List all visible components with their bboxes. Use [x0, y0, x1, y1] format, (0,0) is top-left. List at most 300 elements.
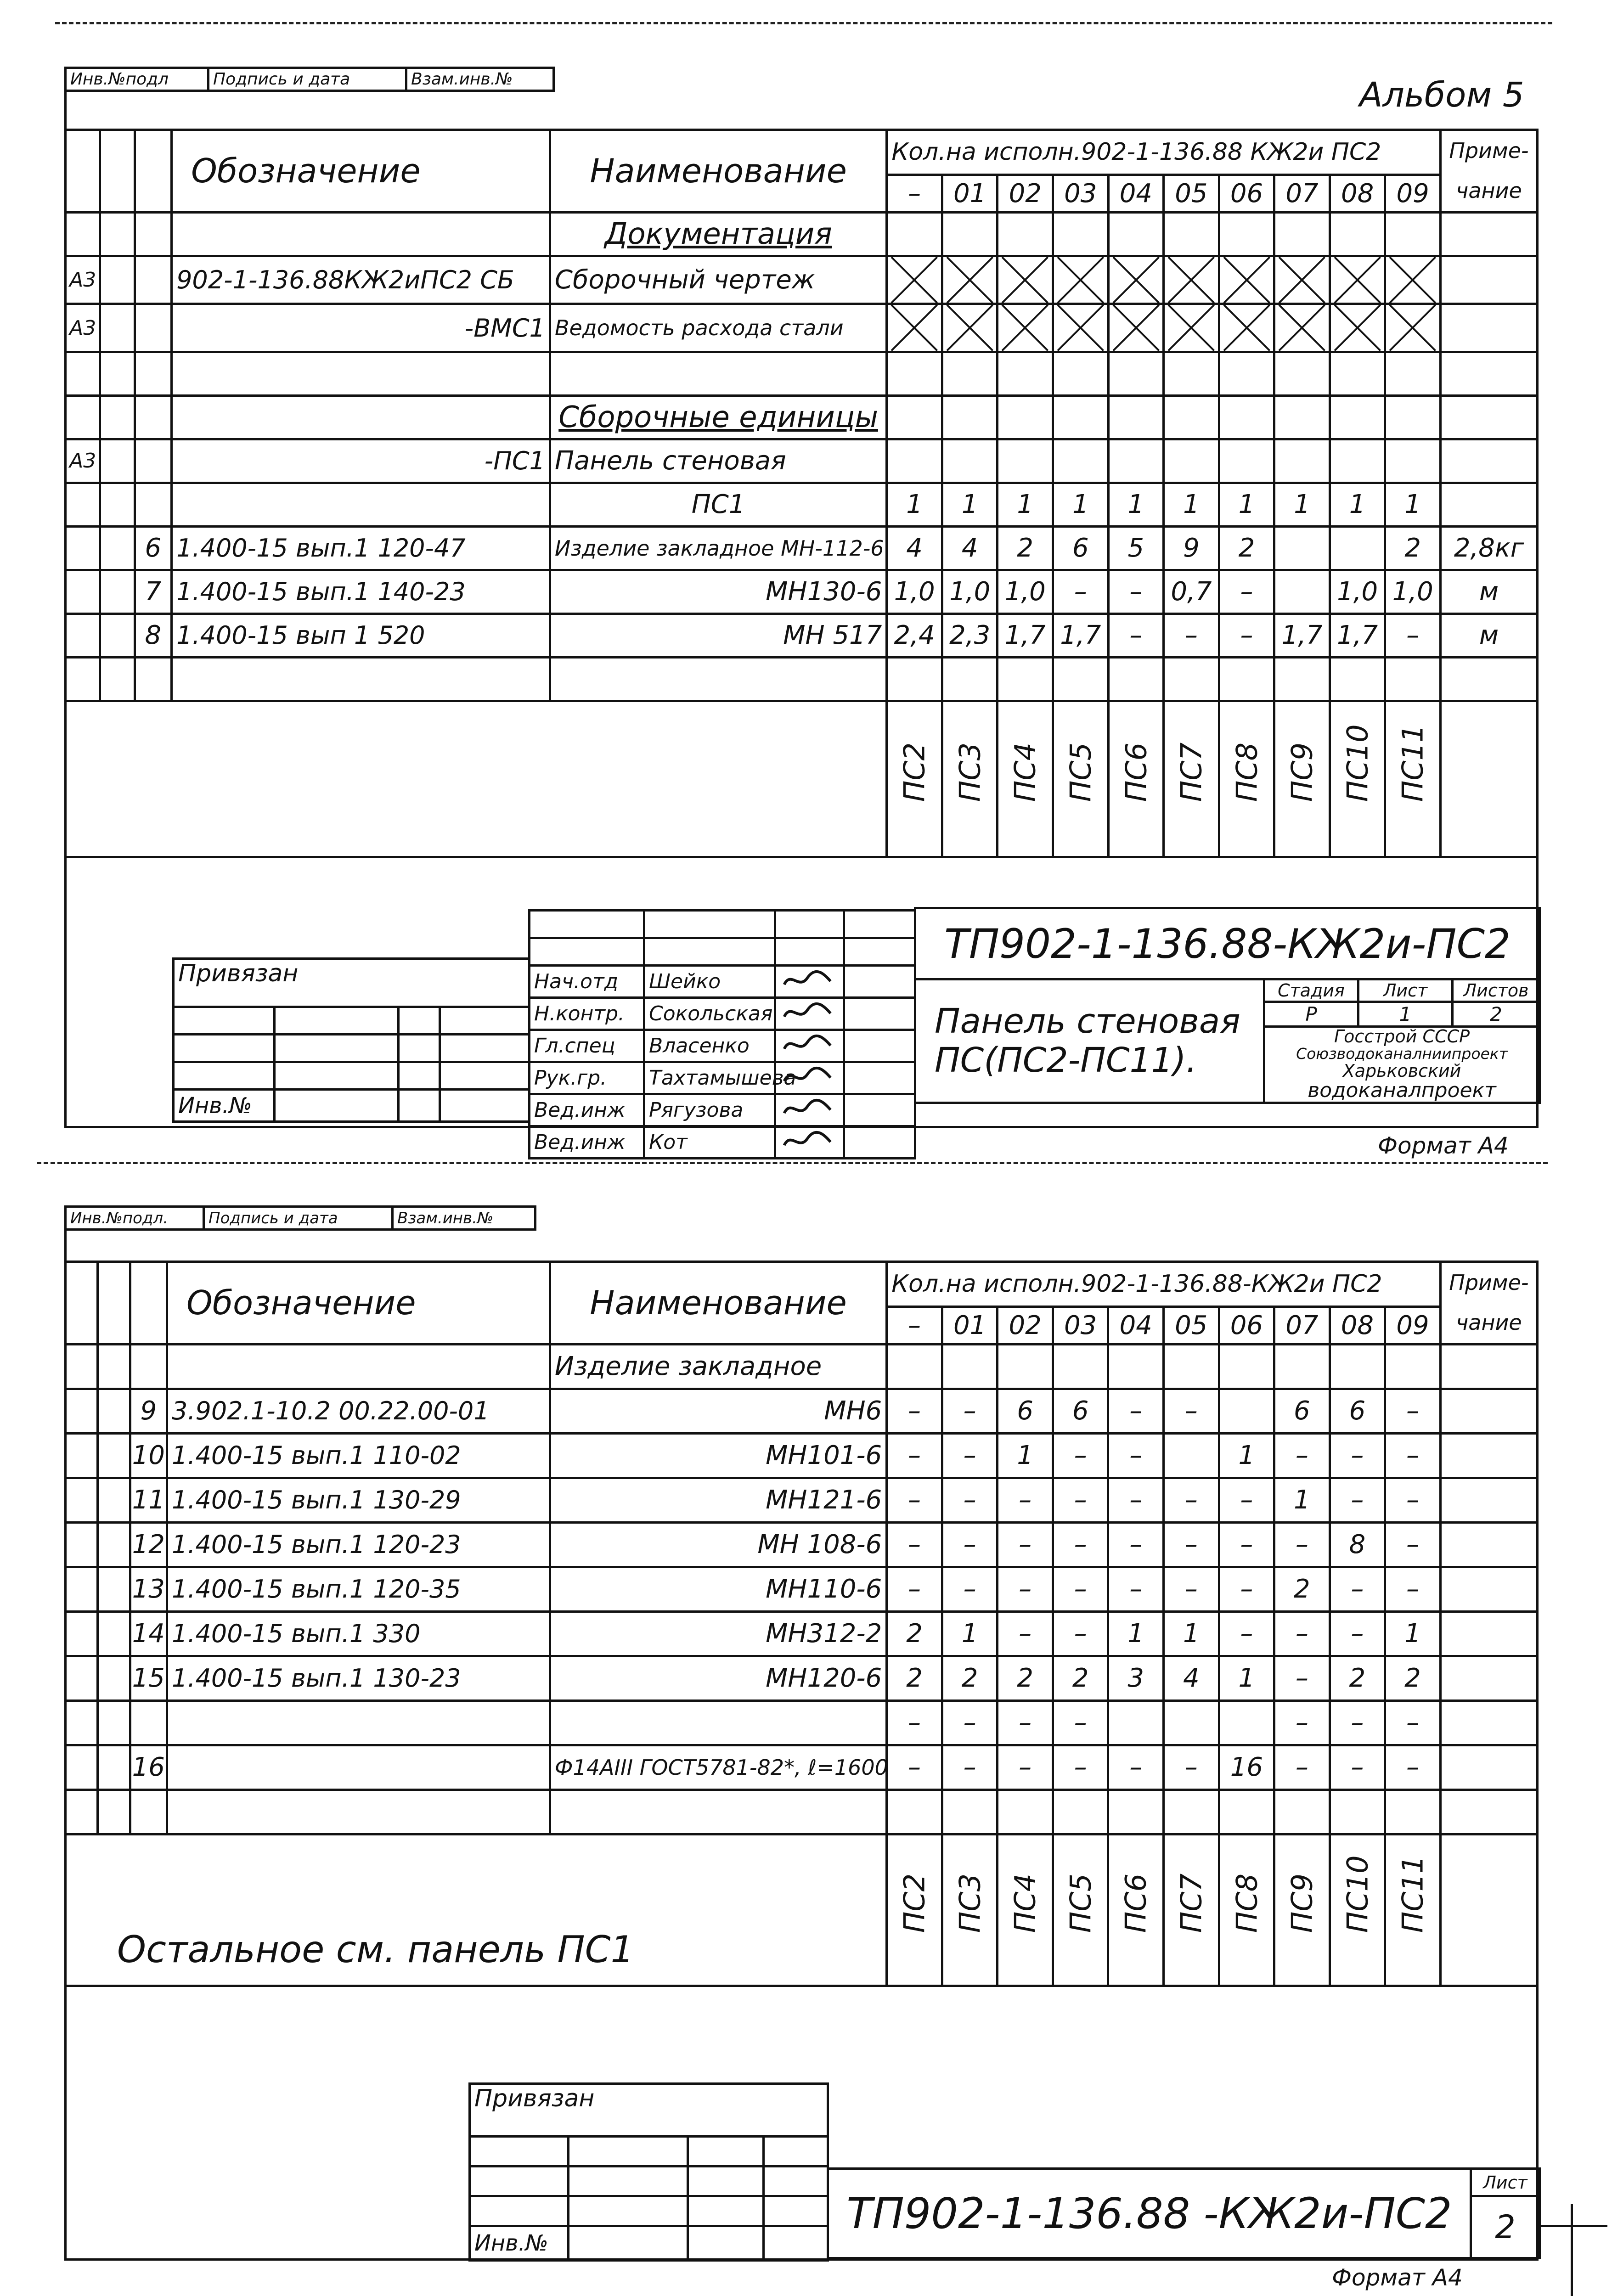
organization [1264, 1027, 1540, 1103]
cell-name: Изделие закладное МН-112-6 [550, 526, 886, 570]
cell-qty [1219, 439, 1274, 483]
cell-qty: – [1108, 1745, 1164, 1790]
cell-qty [1274, 352, 1330, 395]
cell-qty [1219, 352, 1274, 395]
cell-note [1440, 1700, 1537, 1745]
cell-qty: 1 [1219, 1433, 1274, 1478]
cell-qty [942, 657, 998, 701]
cell-qty: – [998, 1567, 1053, 1611]
cell-qty: – [1108, 1433, 1164, 1478]
cell-qty: 1 [998, 483, 1053, 526]
cell-qty [1274, 439, 1330, 483]
panel-label-text: ПС4 [1008, 1873, 1042, 1933]
cell-name: Сборочные единицы [550, 395, 886, 439]
cell-qty [887, 1344, 942, 1389]
cell-qty: 1,0 [998, 570, 1053, 613]
cell-qty: – [1108, 1522, 1164, 1567]
cell-qty [1274, 1790, 1330, 1834]
cell-qty [1108, 212, 1164, 256]
cell-qty: – [1385, 1745, 1441, 1790]
cell-qty: 2 [1053, 1656, 1108, 1700]
privyazan-block-2 [468, 2082, 829, 2262]
stamp2-vzam: Взам.инв.№ [393, 1207, 535, 1230]
cell-zone [98, 1389, 130, 1433]
col-note: Приме-чание [1440, 130, 1537, 213]
cell-position [135, 352, 171, 395]
cell-qty [1053, 212, 1109, 256]
cross-icon [1224, 257, 1270, 303]
cross-mark [942, 304, 998, 352]
variant-header: 07 [1274, 1306, 1330, 1344]
cell-zone [98, 1478, 130, 1522]
cell-qty: 2 [887, 1656, 942, 1700]
cell-name: МН121-6 [550, 1478, 886, 1522]
table-row [66, 1478, 1538, 1522]
panel-label-text: ПС3 [953, 742, 987, 802]
cell-format [66, 613, 100, 657]
cell-qty: – [1330, 1700, 1385, 1745]
cross-mark [1108, 256, 1164, 304]
panel-label [998, 1834, 1053, 1986]
drawing-code-2: ТП902-1-136.88 -КЖ2и-ПС2 [828, 2169, 1471, 2258]
cell-name: МН130-6 [550, 570, 886, 613]
cross-icon [1058, 257, 1104, 303]
cross-mark [887, 256, 942, 304]
cell-designation: 1.400-15 вып.1 120-35 [167, 1567, 550, 1611]
cut-line-top [55, 22, 1552, 24]
cell-note [1440, 1344, 1537, 1389]
cell-name: Ф14АIII ГОСТ5781-82*, ℓ=1600 [550, 1745, 886, 1790]
cell-qty [1108, 439, 1164, 483]
cell-qty [887, 352, 942, 395]
cell-qty: – [1219, 570, 1274, 613]
cell-qty: 1 [1219, 483, 1274, 526]
title-block-1 [914, 907, 1541, 1104]
cell-qty [1108, 352, 1164, 395]
cell-qty: – [1274, 1745, 1330, 1790]
panel-label-text: ПС2 [897, 742, 931, 802]
panel-label [1108, 701, 1164, 857]
cell-qty: 6 [998, 1389, 1053, 1433]
cell-designation: 3.902.1-10.2 00.22.00-01 [167, 1389, 550, 1433]
cell-qty [1330, 212, 1385, 256]
cell-qty: 1 [1385, 1611, 1441, 1656]
cell-qty: 1 [1219, 1656, 1274, 1700]
cell-qty: – [942, 1478, 998, 1522]
list-label-1: Лист [1358, 979, 1453, 1002]
cell-zone [98, 1700, 130, 1745]
cell-zone [100, 439, 135, 483]
panel-label [1330, 1834, 1385, 1986]
cross-mark [1330, 304, 1385, 352]
variant-header: 03 [1053, 1306, 1108, 1344]
cell-qty: – [942, 1522, 998, 1567]
cell-qty: – [1108, 613, 1164, 657]
inv-no-label-1: Инв.№ [174, 1090, 275, 1122]
col-qty: Кол.на исполн.902-1-136.88 КЖ2и ПС2 [887, 130, 1441, 175]
cell-qty [887, 212, 942, 256]
cell-qty: – [1164, 1389, 1219, 1433]
panel-label-text: ПС7 [1174, 1873, 1208, 1933]
cell-note [1440, 1433, 1537, 1478]
signature-block-1 [528, 909, 916, 1159]
cell-zone [98, 1790, 130, 1834]
cell-position: 9 [130, 1389, 167, 1433]
org-line-3: Харьковский [1342, 1060, 1461, 1081]
cross-icon [1335, 257, 1381, 303]
cell-zone [98, 1611, 130, 1656]
cell-format [66, 1567, 98, 1611]
table-row [66, 304, 1538, 352]
panel-label [1219, 701, 1274, 857]
frame-left-2 [64, 1228, 67, 2259]
cell-qty: 1 [1274, 1478, 1330, 1522]
cell-qty: 0,7 [1164, 570, 1219, 613]
cross-icon [1390, 305, 1436, 351]
cell-qty: – [1330, 1611, 1385, 1656]
cell-note: м [1440, 570, 1537, 613]
cell-qty [1385, 1790, 1441, 1834]
panel-label-text: ПС8 [1229, 1873, 1263, 1933]
cell-position: 14 [130, 1611, 167, 1656]
table-row [66, 570, 1538, 613]
cell-qty: – [942, 1567, 998, 1611]
panel-label [1219, 1834, 1274, 1986]
staff-date [844, 966, 915, 998]
staff-signature [775, 1030, 844, 1062]
cell-qty: 6 [1330, 1389, 1385, 1433]
cell-qty [998, 352, 1053, 395]
stadiya-label: Стадия [1264, 979, 1358, 1002]
staff-name: Шейко [644, 966, 775, 998]
panel-label [887, 701, 942, 857]
cell-qty: 2 [1219, 526, 1274, 570]
cell-format: А3 [66, 439, 100, 483]
cell-format [66, 483, 100, 526]
cell-name: МН 517 [550, 613, 886, 657]
cell-position: 15 [130, 1656, 167, 1700]
cell-zone [98, 1522, 130, 1567]
panel-label-text: ПС11 [1396, 1855, 1430, 1933]
cell-qty: – [1330, 1567, 1385, 1611]
stadiya-value: Р [1264, 1002, 1358, 1027]
panel-label [1385, 1834, 1441, 1986]
cell-qty: – [1108, 1389, 1164, 1433]
cross-mark [998, 304, 1053, 352]
cross-icon [1390, 257, 1436, 303]
panel-label [1164, 1834, 1219, 1986]
fold-mark-2 [1539, 2225, 1607, 2227]
cell-qty: 1 [1164, 1611, 1219, 1656]
cell-format [66, 1478, 98, 1522]
cell-qty: – [1108, 570, 1164, 613]
table-row [66, 1567, 1538, 1611]
cell-qty: 4 [942, 526, 998, 570]
cell-qty [998, 395, 1053, 439]
frame-left-1 [64, 90, 67, 1127]
cell-qty [1385, 395, 1441, 439]
staff-date [844, 998, 915, 1030]
cell-designation [172, 352, 550, 395]
cell-qty: – [1385, 1700, 1441, 1745]
cell-qty: – [1108, 1567, 1164, 1611]
cell-note [1440, 657, 1537, 701]
cell-qty: – [887, 1478, 942, 1522]
cell-qty: – [1330, 1433, 1385, 1478]
cell-qty: 6 [1053, 526, 1109, 570]
cell-zone [98, 1344, 130, 1389]
cell-qty: 2 [887, 1611, 942, 1656]
cell-qty: – [1385, 1567, 1441, 1611]
cell-qty: 2 [998, 1656, 1053, 1700]
cross-icon [1168, 257, 1214, 303]
cell-position [130, 1700, 167, 1745]
privyazan-block-1 [172, 957, 530, 1123]
staff-role: Вед.инж [530, 1126, 644, 1159]
cell-qty [1053, 1344, 1108, 1389]
cross-icon [1168, 305, 1214, 351]
cross-mark [1274, 256, 1330, 304]
panel-label-text: ПС7 [1174, 742, 1208, 802]
panel-label [942, 1834, 998, 1986]
privyazan-label-1: Привязан [174, 959, 530, 1007]
cell-position: 8 [135, 613, 171, 657]
variant-header: 09 [1385, 1306, 1441, 1344]
cell-qty [1385, 212, 1441, 256]
variant-header: 03 [1053, 174, 1109, 212]
cell-qty [1274, 657, 1330, 701]
fold-mark [1571, 2204, 1573, 2296]
cell-designation [172, 483, 550, 526]
cell-position: 16 [130, 1745, 167, 1790]
variant-header: 05 [1164, 174, 1219, 212]
cross-icon [891, 305, 937, 351]
format-label-1: Формат А4 [1378, 1132, 1509, 1159]
panel-label [1053, 701, 1109, 857]
cell-qty: – [1219, 613, 1274, 657]
cell-qty: 16 [1219, 1745, 1274, 1790]
cell-position [130, 1344, 167, 1389]
cell-qty: – [1164, 613, 1219, 657]
cross-mark [1274, 304, 1330, 352]
cell-qty: 1,0 [942, 570, 998, 613]
cell-qty: – [1053, 1522, 1108, 1567]
cell-qty: – [942, 1389, 998, 1433]
cell-note [1440, 1656, 1537, 1700]
staff-signature [775, 966, 844, 998]
panel-label-text: ПС4 [1008, 742, 1042, 802]
table-row [66, 1611, 1538, 1656]
cell-zone [98, 1745, 130, 1790]
cell-note [1440, 1478, 1537, 1522]
panel-label [998, 701, 1053, 857]
cell-zone [100, 212, 135, 256]
table-row [66, 1522, 1538, 1567]
table-row [66, 1656, 1538, 1700]
cell-position: 11 [130, 1478, 167, 1522]
staff-signature [775, 1126, 844, 1159]
cross-icon [1224, 305, 1270, 351]
cell-name: МН6 [550, 1389, 886, 1433]
cell-name: МН 108-6 [550, 1522, 886, 1567]
inv-no-label-2: Инв.№ [470, 2226, 569, 2261]
cross-icon [891, 257, 937, 303]
panel-label [1053, 1834, 1108, 1986]
cell-qty [1219, 1344, 1274, 1389]
col-designation-2: Обозначение [167, 1262, 550, 1345]
staff-signature [775, 1062, 844, 1094]
cell-qty: 4 [887, 526, 942, 570]
cell-qty: 2 [1274, 1567, 1330, 1611]
cell-qty [1330, 1790, 1385, 1834]
cell-qty [998, 212, 1053, 256]
cell-qty [1274, 526, 1330, 570]
col-name: Наименование [550, 130, 886, 213]
cell-qty [1164, 1790, 1219, 1834]
panel-label [887, 1834, 942, 1986]
cross-icon [1002, 257, 1048, 303]
cell-qty [1385, 439, 1441, 483]
variant-header: 01 [942, 1306, 998, 1344]
cell-qty: 1,0 [1330, 570, 1385, 613]
panel-label-text: ПС10 [1340, 1855, 1374, 1933]
cut-line-middle [37, 1162, 1548, 1164]
cell-format: А3 [66, 304, 100, 352]
panel-label [1164, 701, 1219, 857]
staff-role: Гл.спец [530, 1030, 644, 1062]
cell-qty [1219, 657, 1274, 701]
cell-name: Изделие закладное [550, 1344, 886, 1389]
staff-row [530, 1126, 915, 1159]
cross-mark [998, 256, 1053, 304]
cell-qty: 4 [1164, 1656, 1219, 1700]
staff-row [530, 1030, 915, 1062]
table-row [66, 1745, 1538, 1790]
cell-qty [1164, 657, 1219, 701]
cell-qty: 2 [998, 526, 1053, 570]
list-value-1: 1 [1358, 1002, 1453, 1027]
cell-qty: – [1053, 1700, 1108, 1745]
cell-format [66, 1700, 98, 1745]
cell-qty: 1,7 [1330, 613, 1385, 657]
cell-qty: – [1219, 1478, 1274, 1522]
table-row [66, 1790, 1538, 1834]
cell-qty: – [1219, 1611, 1274, 1656]
table-row [66, 1433, 1538, 1478]
panel-label-text: ПС6 [1119, 1873, 1153, 1933]
panel-label [1274, 1834, 1330, 1986]
cell-designation: 1.400-15 вып.1 330 [167, 1611, 550, 1656]
cross-icon [1279, 305, 1325, 351]
cell-format [66, 526, 100, 570]
cell-qty: – [1219, 1567, 1274, 1611]
cross-mark [1219, 256, 1274, 304]
cell-note [1440, 1522, 1537, 1567]
title-block-2 [827, 2167, 1541, 2259]
variant-header: 01 [942, 174, 998, 212]
staff-row [530, 1094, 915, 1126]
cell-designation [167, 1700, 550, 1745]
cell-qty [1164, 439, 1219, 483]
table-row [66, 657, 1538, 701]
cell-qty: 1,7 [998, 613, 1053, 657]
cell-qty [998, 1790, 1053, 1834]
cross-mark [1053, 256, 1109, 304]
org-line-2: Союзводоканалниипроект [1296, 1044, 1508, 1063]
cell-position [135, 395, 171, 439]
cell-qty [1330, 439, 1385, 483]
cell-zone [100, 352, 135, 395]
cross-mark [942, 256, 998, 304]
cell-zone [100, 657, 135, 701]
panel-label-text: ПС3 [953, 1873, 987, 1933]
cell-qty [1330, 1344, 1385, 1389]
cell-qty [1330, 657, 1385, 701]
cross-mark [1108, 304, 1164, 352]
cell-qty: – [942, 1433, 998, 1478]
cell-designation: -ВМС1 [172, 304, 550, 352]
cell-note [1440, 439, 1537, 483]
cell-qty [1219, 395, 1274, 439]
cell-qty: 1,0 [1385, 570, 1441, 613]
cell-qty [1108, 657, 1164, 701]
panel-label-text: ПС6 [1119, 742, 1153, 802]
cell-qty [942, 212, 998, 256]
cross-mark [1164, 256, 1219, 304]
cell-qty: 2 [1385, 1656, 1441, 1700]
cell-qty: – [1385, 1389, 1441, 1433]
cell-qty: – [1164, 1478, 1219, 1522]
cell-qty: – [1274, 1433, 1330, 1478]
variant-header: 04 [1108, 174, 1164, 212]
cross-icon [1279, 257, 1325, 303]
cell-qty [942, 352, 998, 395]
cell-qty: – [1053, 1478, 1108, 1522]
cell-qty: 1 [1053, 483, 1109, 526]
cell-zone [100, 395, 135, 439]
cell-qty: – [998, 1611, 1053, 1656]
staff-row [530, 1062, 915, 1094]
panel-label [1330, 701, 1385, 857]
cell-note [1440, 256, 1537, 304]
cell-qty: – [1164, 1567, 1219, 1611]
cell-qty [942, 1344, 998, 1389]
col-qty-2: Кол.на исполн.902-1-136.88-КЖ2и ПС2 [887, 1262, 1441, 1307]
variant-header: 02 [998, 174, 1053, 212]
cell-qty: – [1053, 1745, 1108, 1790]
cross-mark [1219, 304, 1274, 352]
cell-qty: – [998, 1522, 1053, 1567]
cell-note [1440, 212, 1537, 256]
cell-qty: – [887, 1433, 942, 1478]
cell-qty [1219, 1389, 1274, 1433]
cell-name [550, 1790, 886, 1834]
cross-mark [1385, 304, 1441, 352]
cell-format [66, 1344, 98, 1389]
table-row [66, 212, 1538, 256]
cell-format [66, 1522, 98, 1567]
variant-header: 09 [1385, 174, 1441, 212]
cell-format [66, 395, 100, 439]
variant-header: 08 [1330, 174, 1385, 212]
cell-qty [1330, 395, 1385, 439]
cell-position [130, 1790, 167, 1834]
cell-note [1440, 352, 1537, 395]
listov-value: 2 [1453, 1002, 1540, 1027]
cell-designation: 1.400-15 вып.1 130-29 [167, 1478, 550, 1522]
panel-label [942, 701, 998, 857]
cell-zone [100, 613, 135, 657]
